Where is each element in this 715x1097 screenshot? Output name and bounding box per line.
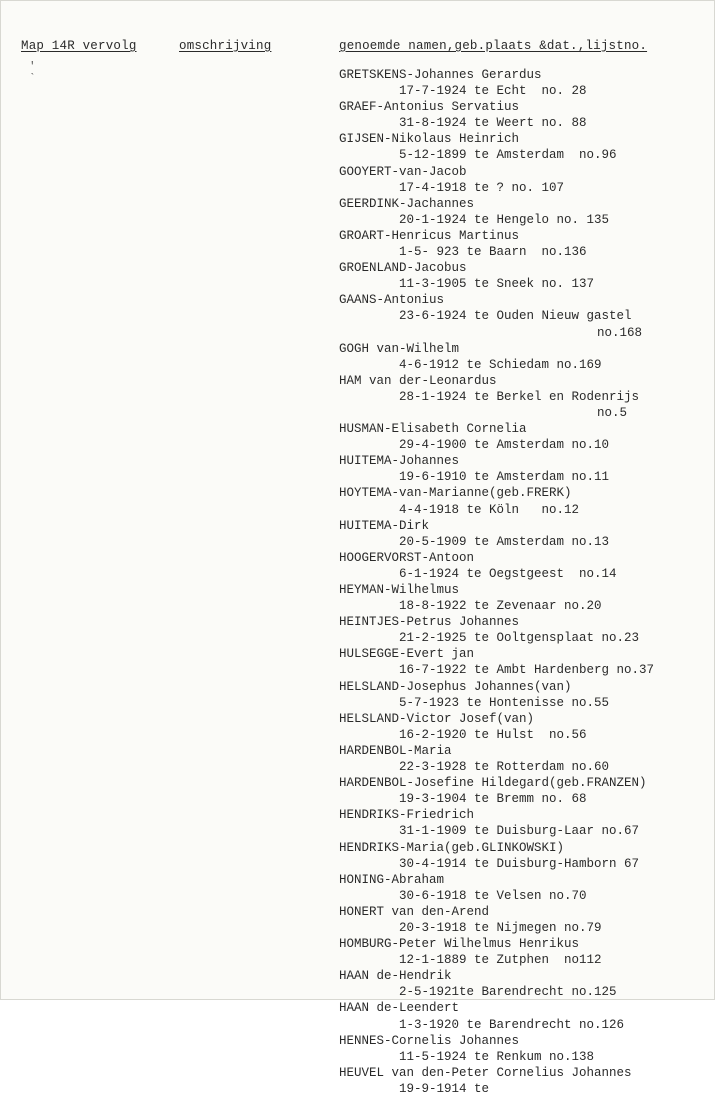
name-entries-list — [339, 67, 654, 1097]
birth-details: 11-5-1924 te Renkum no.138 — [399, 1049, 595, 1064]
birth-details: 31-1-1909 te Duisburg-Laar no.67 — [399, 824, 640, 839]
list-item — [339, 807, 654, 839]
list-item — [339, 99, 654, 131]
person-name: HONERT van den-Arend — [339, 904, 490, 919]
person-name: HAAN de-Hendrik — [339, 969, 452, 984]
birth-details: 19-3-1904 te Bremm no. 68 — [399, 792, 587, 807]
list-item — [339, 228, 654, 260]
person-name: HENNES-Cornelis Johannes — [339, 1033, 520, 1048]
person-name: GROART-Henricus Martinus — [339, 228, 520, 243]
list-item — [339, 840, 654, 872]
birth-details: 21-2-1925 te Ooltgensplaat no.23 — [399, 631, 640, 646]
birth-details: 30-6-1918 te Velsen no.70 — [399, 888, 587, 903]
person-name: HELSLAND-Victor Josef(van) — [339, 711, 535, 726]
list-item — [339, 131, 654, 163]
birth-details: 19-6-1910 te Amsterdam no.11 — [399, 470, 610, 485]
margin-specks: ' ` — [29, 61, 36, 85]
header-names-column: genoemde namen,geb.plaats &dat.,lijstno. — [339, 39, 648, 53]
birth-details: 20-1-1924 te Hengelo no. 135 — [399, 212, 610, 227]
person-name: HOMBURG-Peter Wilhelmus Henrikus — [339, 937, 580, 952]
list-item — [339, 453, 654, 485]
person-name: HOYTEMA-van-Marianne(geb.FRERK) — [339, 486, 572, 501]
birth-details: 22-3-1928 te Rotterdam no.60 — [399, 760, 610, 775]
birth-details: 23-6-1924 te Ouden Nieuw gastel — [399, 309, 632, 324]
list-item — [339, 904, 654, 936]
list-item — [339, 164, 654, 196]
birth-details: 11-3-1905 te Sneek no. 137 — [399, 277, 595, 292]
list-number-continuation: no.5 — [597, 405, 628, 420]
birth-details: 17-4-1918 te ? no. 107 — [399, 180, 565, 195]
person-name: GIJSEN-Nikolaus Heinrich — [339, 132, 520, 147]
person-name: HEINTJES-Petrus Johannes — [339, 615, 520, 630]
person-name: HONING-Abraham — [339, 872, 445, 887]
list-item — [339, 196, 654, 228]
person-name: HEYMAN-Wilhelmus — [339, 583, 460, 597]
birth-details: 12-1-1889 te Zutphen no112 — [399, 953, 602, 968]
list-item — [339, 550, 654, 582]
list-item — [339, 373, 654, 421]
list-item — [339, 485, 654, 517]
list-item — [339, 614, 654, 646]
list-item — [339, 775, 654, 807]
person-name: GRAEF-Antonius Servatius — [339, 100, 520, 115]
list-item — [339, 421, 654, 453]
list-item — [339, 582, 654, 614]
list-item — [339, 936, 654, 968]
list-item — [339, 646, 654, 678]
birth-details: 16-7-1922 te Ambt Hardenberg no.37 — [399, 663, 655, 678]
birth-details: 5-7-1923 te Hontenisse no.55 — [399, 695, 610, 710]
person-name: GROENLAND-Jacobus — [339, 261, 467, 276]
list-item — [339, 1065, 654, 1097]
list-item — [339, 260, 654, 292]
person-name: HELSLAND-Josephus Johannes(van) — [339, 679, 572, 694]
person-name: HARDENBOL-Maria — [339, 743, 452, 758]
person-name: HEUVEL van den-Peter Cornelius Johannes — [339, 1065, 632, 1080]
birth-details: 17-7-1924 te Echt no. 28 — [399, 84, 587, 99]
birth-details: 1-5- 923 te Baarn no.136 — [399, 245, 587, 260]
birth-details: 5-12-1899 te Amsterdam no.96 — [399, 148, 617, 163]
list-item — [339, 968, 654, 1000]
person-name: HENDRIKS-Friedrich — [339, 808, 475, 823]
birth-details: 4-4-1918 te Köln no.12 — [399, 502, 580, 517]
person-name: HUSMAN-Elisabeth Cornelia — [339, 422, 527, 437]
list-item — [339, 743, 654, 775]
birth-details: 30-4-1914 te Duisburg-Hamborn 67 — [399, 856, 640, 871]
birth-details: 18-8-1922 te Zevenaar no.20 — [399, 599, 602, 614]
birth-details: 16-2-1920 te Hulst no.56 — [399, 727, 587, 742]
birth-details: 19-9-1914 te — [399, 1081, 490, 1096]
birth-details: 28-1-1924 te Berkel en Rodenrijs — [399, 389, 640, 404]
header-map-reference: Map 14R vervolg — [21, 39, 137, 53]
person-name: HUITEMA-Dirk — [339, 518, 430, 533]
person-name: HARDENBOL-Josefine Hildegard(geb.FRANZEN) — [339, 776, 647, 791]
person-name: HUITEMA-Johannes — [339, 454, 460, 469]
list-item — [339, 292, 654, 340]
birth-details: 29-4-1900 te Amsterdam no.10 — [399, 438, 610, 453]
list-item — [339, 67, 654, 99]
birth-details: 4-6-1912 te Schiedam no.169 — [399, 357, 602, 372]
person-name: HENDRIKS-Maria(geb.GLINKOWSKI) — [339, 840, 565, 855]
person-name: GOGH van-Wilhelm — [339, 341, 460, 356]
person-name: HOOGERVORST-Antoon — [339, 550, 475, 565]
person-name: HULSEGGE-Evert jan — [339, 647, 475, 662]
person-name: GAANS-Antonius — [339, 293, 445, 308]
list-number-continuation: no.168 — [597, 325, 643, 340]
birth-details: 6-1-1924 te Oegstgeest no.14 — [399, 566, 617, 581]
birth-details: 2-5-1921te Barendrecht no.125 — [399, 985, 617, 1000]
list-item — [339, 1033, 654, 1065]
list-item — [339, 711, 654, 743]
birth-details: 31-8-1924 te Weert no. 88 — [399, 116, 587, 131]
birth-details: 20-5-1909 te Amsterdam no.13 — [399, 534, 610, 549]
person-name: GOOYERT-van-Jacob — [339, 164, 467, 179]
list-item — [339, 518, 654, 550]
list-item — [339, 679, 654, 711]
person-name: GRETSKENS-Johannes Gerardus — [339, 68, 542, 82]
person-name: GEERDINK-Jachannes — [339, 196, 475, 211]
birth-details: 1-3-1920 te Barendrecht no.126 — [399, 1017, 625, 1032]
list-item — [339, 1000, 654, 1032]
person-name: HAAN de-Leendert — [339, 1001, 460, 1016]
list-item — [339, 872, 654, 904]
person-name: HAM van der-Leonardus — [339, 373, 497, 388]
header-description: omschrijving — [179, 39, 272, 53]
birth-details: 20-3-1918 te Nijmegen no.79 — [399, 920, 602, 935]
list-item — [339, 341, 654, 373]
